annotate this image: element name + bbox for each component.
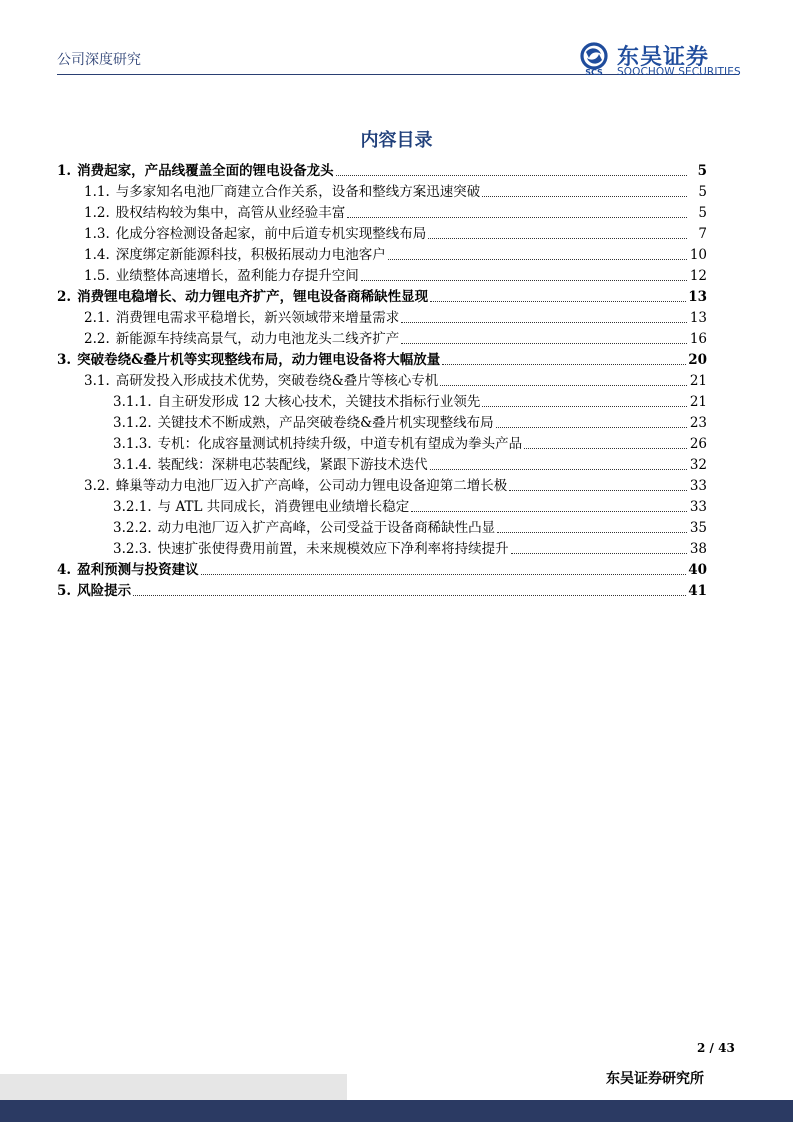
toc-entry-label xyxy=(57,205,345,222)
toc-dot-leader xyxy=(428,238,687,239)
logo-chinese-name: 东吴证券 xyxy=(617,45,710,70)
toc-entry-page: 12 xyxy=(689,268,707,284)
toc-entry-number: 1.4. xyxy=(84,247,110,263)
toc-entry-number: 3.1.2. xyxy=(113,415,152,431)
toc-entry-number: 3. xyxy=(57,352,72,368)
toc-entry-title: 快速扩张使得费用前置，未来规模效应下净利率将持续提升 xyxy=(157,541,509,557)
toc-entry[interactable] xyxy=(57,474,707,495)
toc-dot-leader xyxy=(411,511,687,512)
toc-entry[interactable] xyxy=(57,432,707,453)
toc-entry[interactable] xyxy=(57,159,707,180)
toc-entry-title: 装配线：深耕电芯装配线，紧跟下游技术迭代 xyxy=(157,457,428,473)
toc-entry-number: 1.3. xyxy=(84,226,110,242)
toc-entry-number: 3.1. xyxy=(84,373,110,389)
toc-entry-number: 1. xyxy=(57,163,72,179)
toc-dot-leader xyxy=(430,301,686,302)
toc-entry-number: 3.2.1. xyxy=(113,499,152,515)
toc-entry[interactable] xyxy=(57,306,707,327)
toc-dot-leader xyxy=(347,217,687,218)
toc-entry-page: 41 xyxy=(688,583,707,599)
toc-entry-title: 动力电池厂迈入扩产高峰，公司受益于设备商稀缺性凸显 xyxy=(157,520,496,536)
toc-entry-page: 23 xyxy=(689,415,707,431)
toc-entry[interactable] xyxy=(57,348,707,369)
toc-dot-leader xyxy=(388,259,687,260)
toc-dot-leader xyxy=(133,595,686,596)
toc-entry-label xyxy=(57,520,495,537)
toc-entry-label xyxy=(57,373,438,390)
toc-entry-label xyxy=(57,583,131,600)
toc-entry-title: 股权结构较为集中，高管从业经验丰富 xyxy=(115,205,346,221)
toc-entry-page: 10 xyxy=(689,247,707,263)
toc-entry-title: 专机：化成容量测试机持续升级，中道专机有望成为拳头产品 xyxy=(157,436,523,452)
toc-entry[interactable] xyxy=(57,201,707,222)
toc-entry-title: 自主研发形成 12 大核心技术，关键技术指标行业领先 xyxy=(157,394,481,410)
toc-entry-number: 5. xyxy=(57,583,72,599)
toc-entry-label xyxy=(57,289,428,306)
toc-entry-title: 盈利预测与投资建议 xyxy=(77,562,199,578)
toc-entry[interactable] xyxy=(57,222,707,243)
toc-entry-page: 33 xyxy=(689,478,707,494)
footer-band-dark xyxy=(0,1100,793,1122)
toc-entry-title: 消费锂电需求平稳增长，新兴领域带来增量需求 xyxy=(115,310,400,326)
toc-entry-label xyxy=(57,331,399,348)
toc-entry-title: 消费锂电稳增长、动力锂电齐扩产，锂电设备商稀缺性显现 xyxy=(77,289,429,305)
toc-entry-title: 高研发投入形成技术优势，突破卷绕&叠片等核心专机 xyxy=(115,373,439,389)
toc-entry-number: 3.2.3. xyxy=(113,541,152,557)
toc-dot-leader xyxy=(496,427,687,428)
table-of-contents xyxy=(57,159,707,600)
toc-entry-title: 与 ATL 共同成长，消费锂电业绩增长稳定 xyxy=(157,499,410,515)
toc-entry-label xyxy=(57,268,359,285)
toc-entry-page: 20 xyxy=(688,352,707,368)
soochow-logo-icon xyxy=(577,42,611,76)
toc-entry[interactable] xyxy=(57,243,707,264)
toc-entry-number: 2.1. xyxy=(84,310,110,326)
toc-entry-number: 1.5. xyxy=(84,268,110,284)
toc-entry-page: 35 xyxy=(689,520,707,536)
toc-dot-leader xyxy=(401,322,687,323)
toc-dot-leader xyxy=(524,448,687,449)
toc-entry-label xyxy=(57,457,428,474)
toc-dot-leader xyxy=(442,364,686,365)
toc-entry-title: 蜂巢等动力电池厂迈入扩产高峰，公司动力锂电设备迎第二增长极 xyxy=(115,478,508,494)
company-logo xyxy=(577,42,742,80)
toc-entry-number: 3.2.2. xyxy=(113,520,152,536)
toc-entry-title: 业绩整体高速增长，盈利能力存提升空间 xyxy=(115,268,359,284)
toc-dot-leader xyxy=(511,553,687,554)
toc-entry-label xyxy=(57,436,522,453)
toc-entry[interactable] xyxy=(57,537,707,558)
toc-dot-leader xyxy=(497,532,687,533)
logo-mark-text: SCS xyxy=(585,68,603,76)
toc-entry[interactable] xyxy=(57,558,707,579)
toc-entry-label xyxy=(57,562,199,579)
toc-entry-page: 5 xyxy=(698,205,707,221)
footer-band-light xyxy=(0,1074,347,1100)
toc-entry-number: 3.1.3. xyxy=(113,436,152,452)
toc-entry-page: 32 xyxy=(689,457,707,473)
toc-entry[interactable] xyxy=(57,285,707,306)
toc-dot-leader xyxy=(201,574,687,575)
toc-entry-title: 新能源车持续高景气，动力电池龙头二线齐扩产 xyxy=(115,331,400,347)
toc-entry-title: 与多家知名电池厂商建立合作关系，设备和整线方案迅速突破 xyxy=(115,184,481,200)
logo-english-name: SOOCHOW SECURITIES xyxy=(617,66,741,78)
toc-entry[interactable] xyxy=(57,495,707,516)
toc-entry-title: 关键技术不断成熟，产品突破卷绕&叠片机实现整线布局 xyxy=(157,415,494,431)
toc-entry-label xyxy=(57,415,494,432)
page-number: 2 / 43 xyxy=(697,1041,735,1055)
footer-organization: 东吴证券研究所 xyxy=(606,1071,704,1087)
toc-entry-page: 7 xyxy=(698,226,707,242)
toc-entry-page: 5 xyxy=(698,184,707,200)
toc-entry[interactable] xyxy=(57,369,707,390)
toc-dot-leader xyxy=(482,196,687,197)
report-type-label: 公司深度研究 xyxy=(57,52,141,68)
toc-dot-leader xyxy=(509,490,687,491)
toc-entry-label xyxy=(57,184,480,201)
toc-entry-number: 2.2. xyxy=(84,331,110,347)
toc-entry-page: 13 xyxy=(688,289,707,305)
toc-dot-leader xyxy=(482,406,687,407)
toc-entry-label xyxy=(57,163,334,180)
toc-entry-number: 3.2. xyxy=(84,478,110,494)
toc-entry[interactable] xyxy=(57,579,707,600)
toc-entry-label xyxy=(57,499,409,516)
toc-entry-page: 5 xyxy=(697,163,707,179)
toc-title: 内容目录 xyxy=(360,130,433,151)
toc-entry-label xyxy=(57,541,509,558)
toc-entry-number: 3.1.1. xyxy=(113,394,152,410)
toc-entry-number: 1.2. xyxy=(84,205,110,221)
toc-dot-leader xyxy=(430,469,687,470)
toc-entry-label xyxy=(57,394,480,411)
toc-entry-page: 21 xyxy=(689,373,707,389)
toc-entry-page: 38 xyxy=(689,541,707,557)
toc-entry-number: 1.1. xyxy=(84,184,110,200)
toc-dot-leader xyxy=(401,343,687,344)
toc-entry[interactable] xyxy=(57,516,707,537)
toc-entry[interactable] xyxy=(57,327,707,348)
toc-entry-number: 2. xyxy=(57,289,72,305)
toc-entry[interactable] xyxy=(57,453,707,474)
toc-entry-label xyxy=(57,310,399,327)
toc-entry-page: 21 xyxy=(689,394,707,410)
toc-entry[interactable] xyxy=(57,180,707,201)
toc-entry-title: 化成分容检测设备起家，前中后道专机实现整线布局 xyxy=(115,226,427,242)
toc-entry-page: 40 xyxy=(688,562,707,578)
toc-entry[interactable] xyxy=(57,390,707,411)
toc-entry-title: 深度绑定新能源科技，积极拓展动力电池客户 xyxy=(115,247,386,263)
toc-entry-number: 4. xyxy=(57,562,72,578)
toc-entry-label xyxy=(57,226,426,243)
toc-entry-label xyxy=(57,247,386,264)
toc-dot-leader xyxy=(336,175,687,176)
toc-entry-page: 26 xyxy=(689,436,707,452)
toc-entry-page: 33 xyxy=(689,499,707,515)
toc-entry-title: 消费起家，产品线覆盖全面的锂电设备龙头 xyxy=(77,163,334,179)
toc-dot-leader xyxy=(361,280,687,281)
toc-entry-number: 3.1.4. xyxy=(113,457,152,473)
toc-entry[interactable] xyxy=(57,264,707,285)
toc-dot-leader xyxy=(440,385,687,386)
toc-entry-title: 风险提示 xyxy=(77,583,132,599)
toc-entry-label xyxy=(57,478,507,495)
toc-entry-title: 突破卷绕&叠片机等实现整线布局，动力锂电设备将大幅放量 xyxy=(77,352,441,368)
toc-entry-page: 16 xyxy=(689,331,707,347)
toc-entry-label xyxy=(57,352,440,369)
toc-entry-page: 13 xyxy=(689,310,707,326)
toc-entry[interactable] xyxy=(57,411,707,432)
